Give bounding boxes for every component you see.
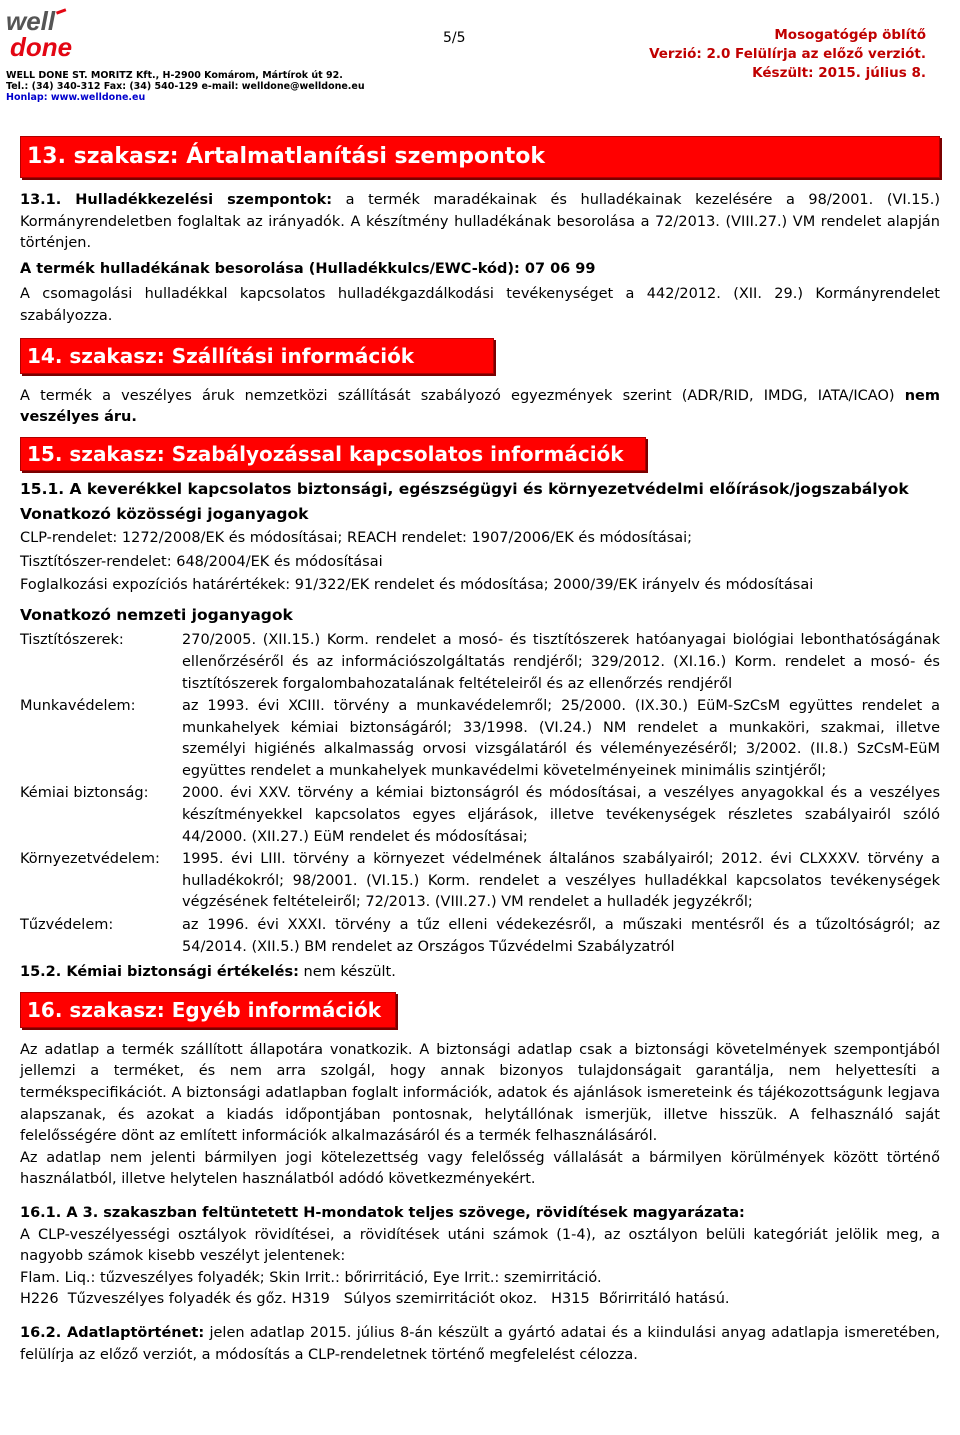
section-15-2 — [20, 962, 940, 984]
section-13-1-label: 13.1. Hulladékkezelési szempontok: — [20, 192, 333, 208]
national-regulation-row — [20, 630, 940, 695]
national-regulation-row — [20, 849, 940, 914]
regulation-category: Környezetvédelem: — [20, 851, 160, 868]
transport-info — [20, 386, 940, 429]
regulation-text: 270/2005. (XII.15.) Korm. rendelet a mosó- és tisztítószerek hatóanyagai biológiai lebonthatóságának ellenőrzéséről és az információszolgáltatás rendjéről; 329/2012. (XI.16.) Korm. rendelet a mosó- és tisztítószerek forgalombahozatalának feltételeiről és az ellenőrzés rendjéről — [182, 632, 940, 692]
regulation-category: Kémiai biztonság: — [20, 785, 149, 802]
transport-status: nem veszélyes áru. — [20, 387, 940, 426]
eu-regulation-line: Tisztítószer-rendelet: 648/2004/EK és módosításai — [20, 553, 383, 570]
section-15-2-text: nem készült. — [298, 964, 396, 981]
section-13-1 — [20, 190, 940, 255]
section-16-2-label: 16.2. Adatlaptörténet: — [20, 1324, 205, 1341]
section-16-2 — [20, 1323, 940, 1366]
clp-abbreviations: A CLP-veszélyességi osztályok rövidítései, a rövidítések utáni számok (1-4), az osztályon belüli kategóriát jelölik meg, a nagyobb számok kisebb veszélyt jelentenek: — [20, 1226, 940, 1265]
eu-regulations-heading: Vonatkozó közösségi joganyagok — [20, 505, 309, 524]
national-regulation-row — [20, 783, 940, 848]
svg-text:well: well — [6, 6, 56, 36]
regulation-text: az 1996. évi XXXI. törvény a tűz elleni védekezésről, a műszaki mentésről és a tűzoltóságról; az 54/2014. (XII.5.) BM rendelet az Országos Tűzvédelmi Szabályzatról — [182, 917, 940, 955]
svg-text:done: done — [10, 32, 73, 62]
created-date: Készült: 2015. július 8. — [752, 65, 926, 81]
eu-regulation-line: Foglalkozási expozíciós határértékek: 91/322/EK rendelet és módosítása; 2000/39/EK irányelv és módosításai — [20, 577, 814, 594]
h-statements: H226 Tűzveszélyes folyadék és gőz. H319 Súlyos szemirritációt okoz. H315 Bőrirritáló hatású. — [20, 1291, 730, 1308]
other-info-paragraph-2: Az adatlap nem jelenti bármilyen jogi kötelezettség vagy felelősség vállalását a bármilyen körülmények között történő használatból, illetve helytelen használatból adódó következményekért. — [20, 1149, 940, 1188]
national-regulations-table — [20, 630, 940, 958]
section-16-1-heading: 16.1. A 3. szakaszban feltüntetett H-mondatok teljes szövege, rövidítések magyarázata: — [20, 1204, 745, 1221]
regulation-category: Munkavédelem: — [20, 698, 136, 715]
eu-regulation-line: CLP-rendelet: 1272/2008/EK és módosításai; REACH rendelet: 1907/2006/EK és módosításai; — [20, 529, 693, 546]
section-14-title: 14. szakasz: Szállítási információk — [20, 338, 494, 374]
transport-text: A termék a veszélyes áruk nemzetközi szállítását szabályozó egyezmények szerint (ADR/RID, IMDG, IATA/ICAO) — [20, 387, 905, 404]
waste-code: A termék hulladékának besorolása (Hulladékkulcs/EWC-kód): 07 06 99 — [20, 260, 596, 277]
section-15-2-label: 15.2. Kémiai biztonsági értékelés: — [20, 964, 299, 981]
regulation-text: 2000. évi XXV. törvény a kémiai biztonságról és módosításai, a veszélyes anyagokkal és a veszélyes készítményekkel kapcsolatos egyes eljárások, illetve tevékenységek részletes szabályairól szóló 44/2000. (XII.27.) EüM rendelet és módosításai; — [182, 785, 940, 845]
document-body — [20, 128, 940, 1366]
product-name: Mosogatógép öblítő — [774, 27, 926, 43]
section-15-1-heading: 15.1. A keverékkel kapcsolatos biztonsági, egészségügyi és környezetvédelmi előírások/jogszabályok — [20, 479, 909, 498]
page-number: 5/5 — [443, 30, 466, 46]
company-info — [6, 70, 365, 103]
document-meta — [649, 26, 926, 83]
regulation-category: Tűzvédelem: — [20, 917, 114, 934]
national-regulation-row — [20, 915, 940, 958]
packaging-waste: A csomagolási hulladékkal kapcsolatos hulladékgazdálkodási tevékenységet a 442/2012. (XII. 29.) Kormányrendelet szabályozza. — [20, 286, 940, 324]
section-15-title: 15. szakasz: Szabályozással kapcsolatos információk — [20, 437, 646, 471]
eu-regulations-list — [20, 528, 940, 597]
company-address: WELL DONE ST. MORITZ Kft., H-2900 Komárom, Mártírok út 92. — [6, 70, 343, 81]
other-info-paragraph-1: Az adatlap a termék szállított állapotára vonatkozik. A biztonsági adatlap csak a biztonsági követelmények szempontjából jellemzi a terméket, és nem arra szolgál, hogy annak bizonyos tulajdonságait garantálja, nem helyettesíti a termékspecifikációt. A biztonsági adatlapban foglalt információk, adatok és ajánlások ismereteink és tájékozottságunk legjava alapszanak, és azokat a kiadás időpontjában pontosnak, helytállónak ismerjük, illetve hisszük. A felhasználó saját felelősségére dönt az említett információk alkalmazásáról és a termék felhasználásáról. — [20, 1041, 940, 1145]
regulation-text: 1995. évi LIII. törvény a környezet védelmének általános szabályairól; 2012. évi CLXXXV. törvény a hulladékokról; 98/2001. (VI.15.) Korm. rendelet a veszélyes hulladékkal kapcsolatos tevékenységek végzésének feltételeiről; 72/2013. (VIII.27.) VM rendelet a hulladék jegyzékről; — [182, 851, 940, 911]
page-header — [0, 0, 960, 110]
company-website[interactable]: Honlap: www.welldone.eu — [6, 92, 146, 103]
section-13-1-text: a termék maradékainak és hulladékainak kezelésére a 98/2001. (VI.15.) Kormányrendeletben foglaltak az irányadók. A készítmény hulladékának besorolása a 72/2013. (VIII.27.) VM rendelet alapján történjen. — [20, 192, 940, 252]
section-16-title: 16. szakasz: Egyéb információk — [20, 992, 396, 1028]
hazard-classes: Flam. Liq.: tűzveszélyes folyadék; Skin Irrit.: bőrirritáció, Eye Irrit.: szemirritáció. — [20, 1269, 602, 1286]
company-logo — [4, 4, 100, 64]
company-contact: Tel.: (34) 340-312 Fax: (34) 540-129 e-mail: welldone@welldone.eu — [6, 81, 365, 92]
section-13-title: 13. szakasz: Ártalmatlanítási szempontok — [20, 136, 940, 178]
national-regulation-row — [20, 696, 940, 782]
regulation-text: az 1993. évi XCIII. törvény a munkavédelemről; 25/2000. (IX.30.) EüM-SzCsM együttes rendelet a munkahelyek kémiai biztonságáról; 33/1998. (VI.24.) NM rendelet a munkaköri, szakmai, illetve személyi higiénés alkalmasság orvosi vizsgálatáról és véleményezéséről; 3/2002. (II.8.) SzCsM-EüM együttes rendelet a munkahelyek munkavédelmi követelményeinek minimális szintjéről; — [182, 698, 940, 779]
national-regulations-heading: Vonatkozó nemzeti joganyagok — [20, 605, 293, 624]
version-info: Verzió: 2.0 Felülírja az előző verziót. — [649, 46, 926, 62]
section-16-2-text: jelen adatlap 2015. július 8-án készült a gyártó adatai és a kiindulási anyag adatlapja ismeretében, felülírja az előző verziót, a módosítás a CLP-rendeletnek történő megfelelést célozza. — [20, 1324, 940, 1363]
regulation-category: Tisztítószerek: — [20, 632, 124, 649]
